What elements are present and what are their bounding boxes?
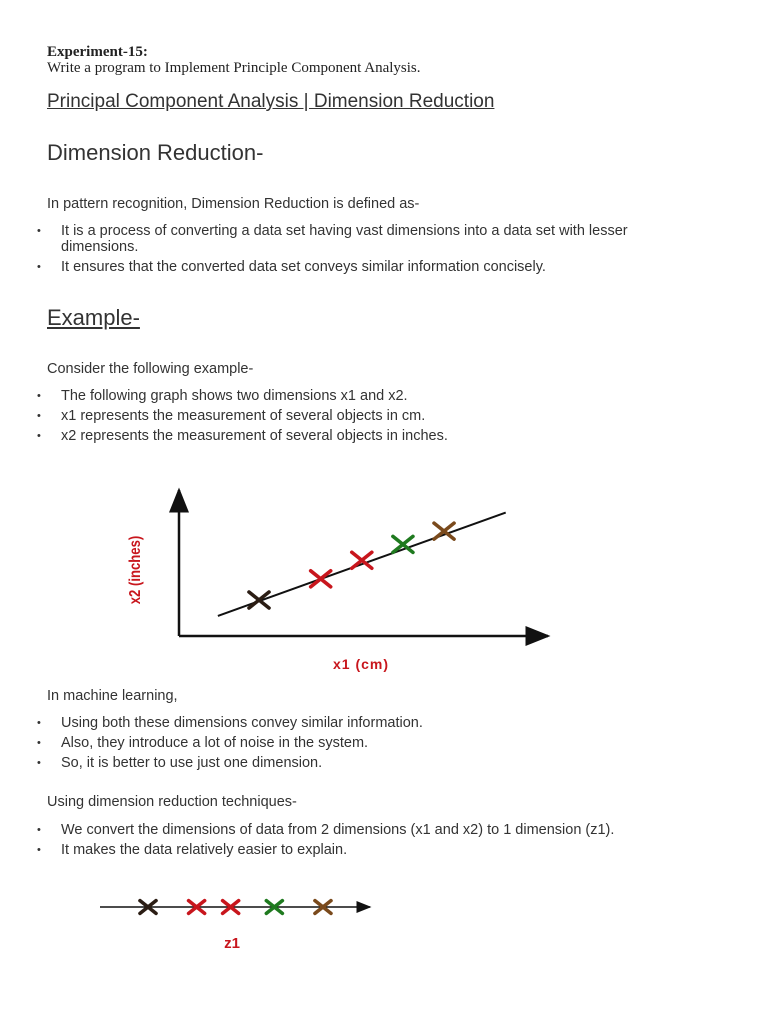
- experiment-description: Write a program to Implement Principle Component Analysis.: [47, 60, 421, 76]
- section2-bullet-list: [0, 388, 700, 448]
- list-item: • Using both these dimensions convey similar information.: [0, 715, 700, 731]
- section1-bullet-list: [0, 223, 700, 279]
- list-item: • x1 represents the measurement of several objects in cm.: [0, 408, 700, 424]
- main-heading: Principal Component Analysis | Dimension Reduction: [47, 91, 495, 112]
- section3-intro: In machine learning,: [47, 688, 178, 704]
- section-heading-example: Example-: [47, 305, 140, 330]
- list-item: • So, it is better to use just one dimension.: [0, 755, 700, 771]
- list-item: • It makes the data relatively easier to explain.: [0, 842, 700, 858]
- section3-bullet-list: [0, 715, 700, 775]
- list-item: • x2 represents the measurement of several objects in inches.: [0, 428, 700, 444]
- list-item: • We convert the dimensions of data from 2 dimensions (x1 and x2) to 1 dimension (z1).: [0, 822, 700, 838]
- z1-axis-label: z1: [224, 935, 240, 952]
- section4-bullet-list: [0, 822, 700, 862]
- experiment-title: Experiment-15:: [47, 44, 148, 60]
- list-item: • It ensures that the converted data set conveys similar information concisely.: [0, 259, 700, 275]
- section1-intro: In pattern recognition, Dimension Reduction is defined as-: [47, 196, 420, 212]
- data-point-x-marker: [434, 523, 454, 539]
- section-heading-dimension-reduction: Dimension Reduction-: [47, 140, 264, 165]
- scatter-chart-x1-x2: [0, 470, 768, 680]
- data-point-x-marker: [352, 552, 372, 568]
- list-item: • Also, they introduce a lot of noise in the system.: [0, 735, 700, 751]
- x-axis-label: x1 (cm): [332, 656, 390, 672]
- data-points: [249, 523, 454, 608]
- list-item: • It is a process of converting a data set having vast dimensions into a data set with lesser dimensions.: [0, 223, 661, 255]
- data-point-x-marker: [249, 592, 269, 608]
- list-item: • The following graph shows two dimensions x1 and x2.: [0, 388, 700, 404]
- line-plot-z1: [0, 880, 768, 960]
- section4-intro: Using dimension reduction techniques-: [47, 794, 297, 810]
- y-axis-label: x2 (inches): [126, 535, 145, 605]
- section2-intro: Consider the following example-: [47, 361, 254, 377]
- data-point-x-marker: [311, 571, 331, 587]
